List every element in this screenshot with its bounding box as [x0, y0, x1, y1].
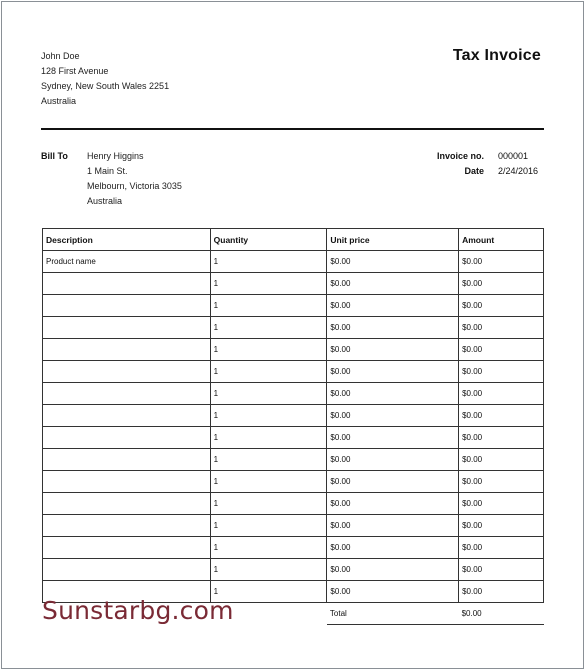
- bill-to-label: Bill To: [41, 151, 68, 161]
- description-cell: [43, 537, 211, 559]
- invoice-page: [1, 1, 584, 669]
- table-row: [43, 383, 544, 405]
- total-label: Total: [327, 603, 459, 625]
- description-cell: [43, 471, 211, 493]
- invoice-number-label: Invoice no.: [436, 151, 484, 161]
- amount-cell: $0.00: [459, 449, 544, 471]
- unit-price-cell: $0.00: [327, 449, 459, 471]
- line-items-table: [42, 228, 544, 625]
- quantity-cell: 1: [210, 405, 327, 427]
- date-value: 2/24/2016: [498, 166, 539, 176]
- description-cell: [43, 339, 211, 361]
- amount-cell: $0.00: [459, 559, 544, 581]
- quantity-cell: 1: [210, 449, 327, 471]
- amount-cell: $0.00: [459, 427, 544, 449]
- watermark-text: Sunstarbg.com: [42, 596, 234, 625]
- table-row: [43, 361, 544, 383]
- amount-cell: $0.00: [459, 405, 544, 427]
- description-cell: [43, 383, 211, 405]
- header-description: Description: [43, 229, 211, 251]
- sender-city: Sydney, New South Wales 2251: [41, 81, 170, 91]
- table-row: [43, 251, 544, 273]
- amount-cell: $0.00: [459, 471, 544, 493]
- quantity-cell: 1: [210, 559, 327, 581]
- amount-cell: $0.00: [459, 273, 544, 295]
- bill-to-country: Australia: [87, 196, 123, 206]
- unit-price-cell: $0.00: [327, 471, 459, 493]
- amount-cell: $0.00: [459, 537, 544, 559]
- unit-price-cell: $0.00: [327, 383, 459, 405]
- unit-price-cell: $0.00: [327, 405, 459, 427]
- description-cell: [43, 273, 211, 295]
- unit-price-cell: $0.00: [327, 339, 459, 361]
- table-row: [43, 471, 544, 493]
- quantity-cell: 1: [210, 251, 327, 273]
- sender-address: [41, 49, 169, 109]
- amount-cell: $0.00: [459, 361, 544, 383]
- table-row: [43, 317, 544, 339]
- unit-price-cell: $0.00: [327, 515, 459, 537]
- amount-cell: $0.00: [459, 515, 544, 537]
- description-cell: [43, 405, 211, 427]
- quantity-cell: 1: [210, 427, 327, 449]
- invoice-number-value: 000001: [498, 151, 529, 161]
- unit-price-cell: $0.00: [327, 427, 459, 449]
- sender-name: John Doe: [41, 51, 80, 61]
- quantity-cell: 1: [210, 273, 327, 295]
- description-cell: [43, 427, 211, 449]
- unit-price-cell: $0.00: [327, 295, 459, 317]
- header-divider: [41, 128, 544, 130]
- table-row: [43, 515, 544, 537]
- quantity-cell: 1: [210, 493, 327, 515]
- amount-cell: $0.00: [459, 317, 544, 339]
- invoice-title: Tax Invoice: [452, 47, 541, 64]
- quantity-cell: 1: [210, 361, 327, 383]
- table-header-row: [43, 229, 544, 251]
- amount-cell: $0.00: [459, 493, 544, 515]
- table-row: [43, 559, 544, 581]
- amount-cell: $0.00: [459, 581, 544, 603]
- description-cell: [43, 361, 211, 383]
- unit-price-cell: $0.00: [327, 537, 459, 559]
- description-cell: [43, 317, 211, 339]
- table-row: [43, 537, 544, 559]
- amount-cell: $0.00: [459, 295, 544, 317]
- unit-price-cell: $0.00: [327, 317, 459, 339]
- sender-street: 128 First Avenue: [41, 66, 109, 76]
- amount-cell: $0.00: [459, 339, 544, 361]
- total-value: $0.00: [459, 603, 544, 625]
- unit-price-cell: $0.00: [327, 251, 459, 273]
- bill-to-address: [87, 149, 182, 209]
- description-cell: [43, 449, 211, 471]
- quantity-cell: 1: [210, 317, 327, 339]
- quantity-cell: 1: [210, 537, 327, 559]
- description-cell: Product name: [43, 251, 211, 273]
- description-cell: [43, 295, 211, 317]
- table-row: [43, 427, 544, 449]
- unit-price-cell: $0.00: [327, 559, 459, 581]
- invoice-meta: [437, 149, 540, 179]
- sender-country: Australia: [41, 96, 77, 106]
- date-label: Date: [464, 166, 484, 176]
- amount-cell: $0.00: [459, 383, 544, 405]
- table-row: [43, 449, 544, 471]
- quantity-cell: 1: [210, 295, 327, 317]
- header-amount: Amount: [459, 229, 544, 251]
- unit-price-cell: $0.00: [327, 273, 459, 295]
- unit-price-cell: $0.00: [327, 361, 459, 383]
- table-row: [43, 295, 544, 317]
- table-row: [43, 493, 544, 515]
- quantity-cell: 1: [210, 471, 327, 493]
- table-row: [43, 273, 544, 295]
- unit-price-cell: $0.00: [327, 581, 459, 603]
- description-cell: [43, 515, 211, 537]
- unit-price-cell: $0.00: [327, 493, 459, 515]
- bill-to-name: Henry Higgins: [87, 151, 144, 161]
- quantity-cell: 1: [210, 515, 327, 537]
- bill-to-city: Melbourn, Victoria 3035: [87, 181, 182, 191]
- quantity-cell: 1: [210, 383, 327, 405]
- quantity-cell: 1: [210, 339, 327, 361]
- quantity-cell: 1: [210, 581, 327, 603]
- description-cell: [43, 493, 211, 515]
- table-row: [43, 339, 544, 361]
- table-row: [43, 405, 544, 427]
- header-quantity: Quantity: [210, 229, 327, 251]
- description-cell: [43, 559, 211, 581]
- bill-to-street: 1 Main St.: [87, 166, 128, 176]
- amount-cell: $0.00: [459, 251, 544, 273]
- header-unit-price: Unit price: [327, 229, 459, 251]
